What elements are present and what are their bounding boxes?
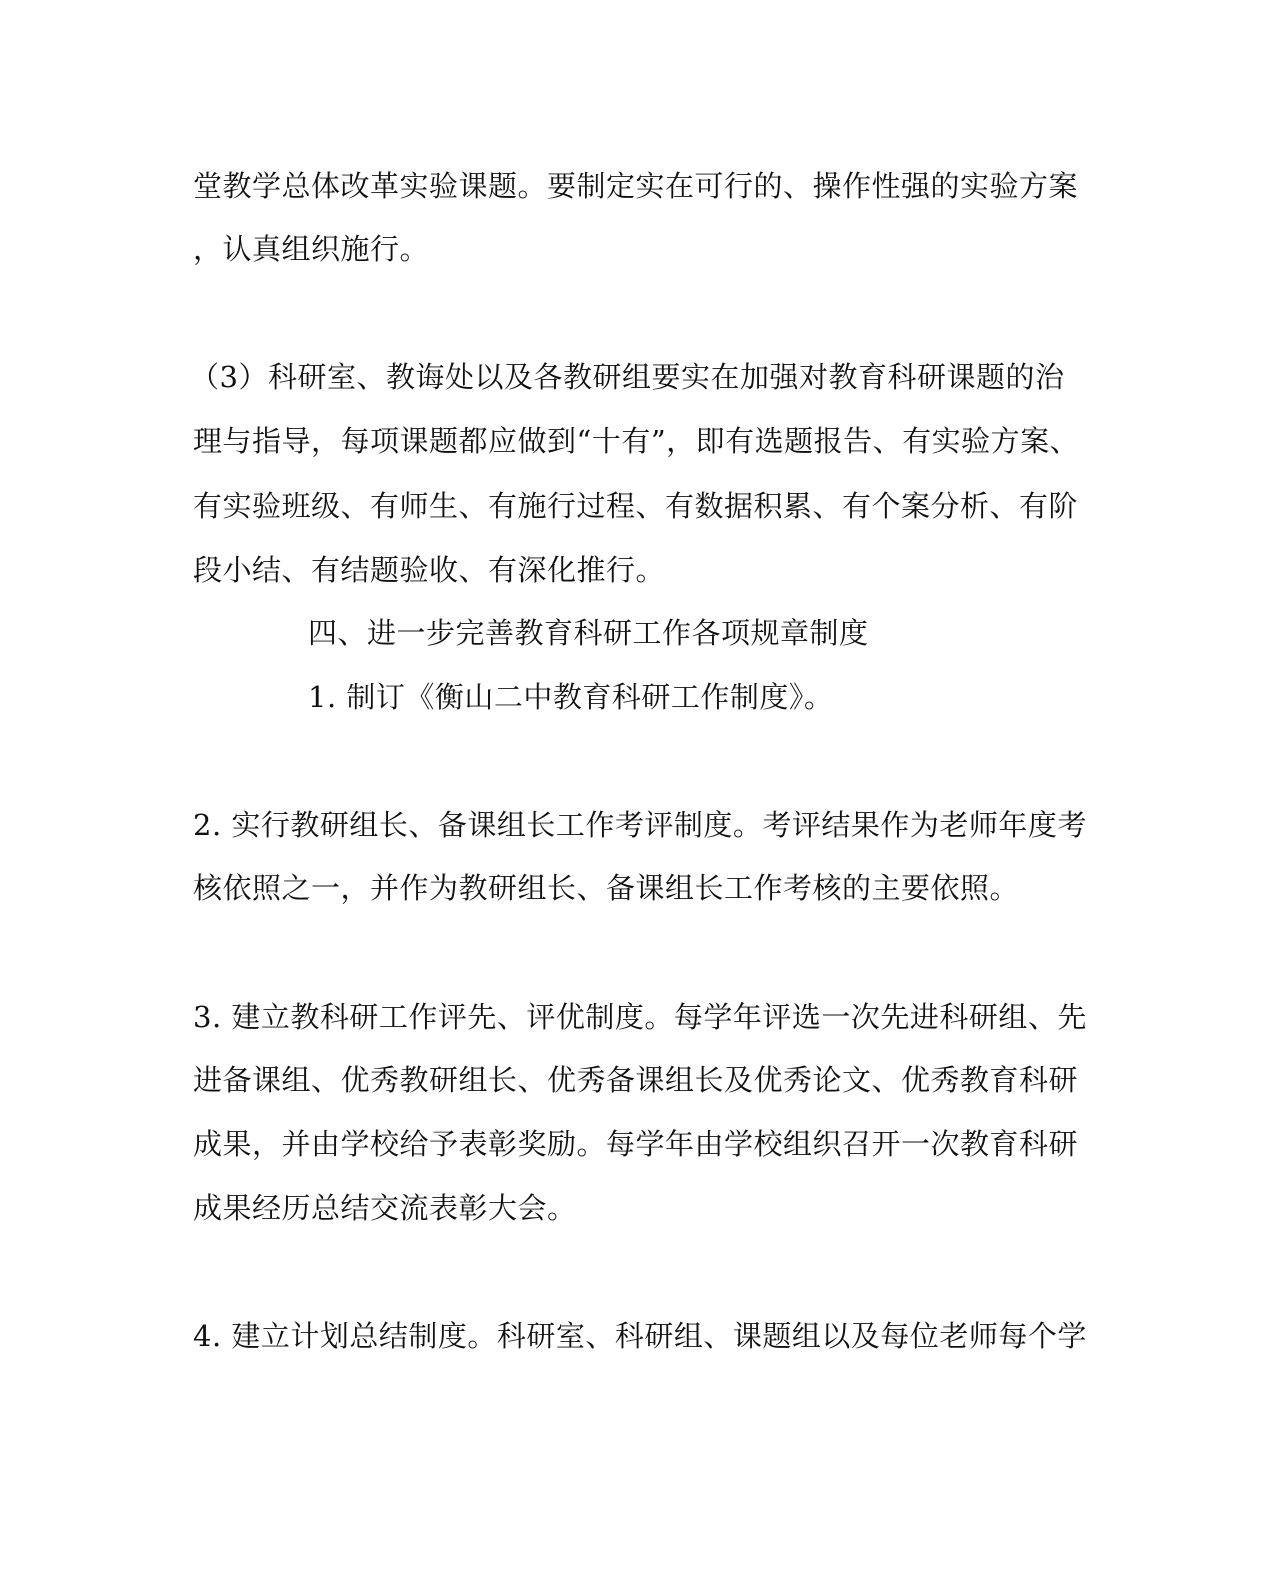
text-line: 3. 建立教科研工作评先、评优制度。每学年评选一次先进科研组、先 bbox=[193, 1000, 1087, 1034]
text-line: ，认真组织施行。 bbox=[193, 232, 430, 266]
text-line: 成果经历总结交流表彰大会。 bbox=[193, 1191, 577, 1225]
text-line: 2. 实行教研组长、备课组长工作考评制度。考评结果作为老师年度考 bbox=[193, 808, 1087, 842]
text-line: 1. 制订《衡山二中教育科研工作制度》。 bbox=[308, 680, 834, 714]
text-line: 理与指导，每项课题都应做到“十有”，即有选题报告、有实验方案、 bbox=[193, 424, 1080, 458]
text-line: （3）科研室、教诲处以及各教研组要实在加强对教育科研课题的治 bbox=[190, 360, 1065, 394]
text-line: 成果，并由学校给予表彰奖励。每学年由学校组织召开一次教育科研 bbox=[193, 1127, 1079, 1161]
text-line: 有实验班级、有师生、有施行过程、有数据积累、有个案分析、有阶 bbox=[193, 489, 1079, 523]
text-line: 4. 建立计划总结制度。科研室、科研组、课题组以及每位老师每个学 bbox=[193, 1319, 1087, 1353]
section-heading: 四、进一步完善教育科研工作各项规章制度 bbox=[308, 616, 869, 650]
text-line: 核依照之一，并作为教研组长、备课组长工作考核的主要依照。 bbox=[193, 871, 1020, 905]
text-line: 堂教学总体改革实验课题。要制定实在可行的、操作性强的实验方案 bbox=[193, 169, 1079, 203]
text-line: 段小结、有结题验收、有深化推行。 bbox=[193, 553, 666, 587]
text-line: 进备课组、优秀教研组长、优秀备课组长及优秀论文、优秀教育科研 bbox=[193, 1063, 1079, 1097]
